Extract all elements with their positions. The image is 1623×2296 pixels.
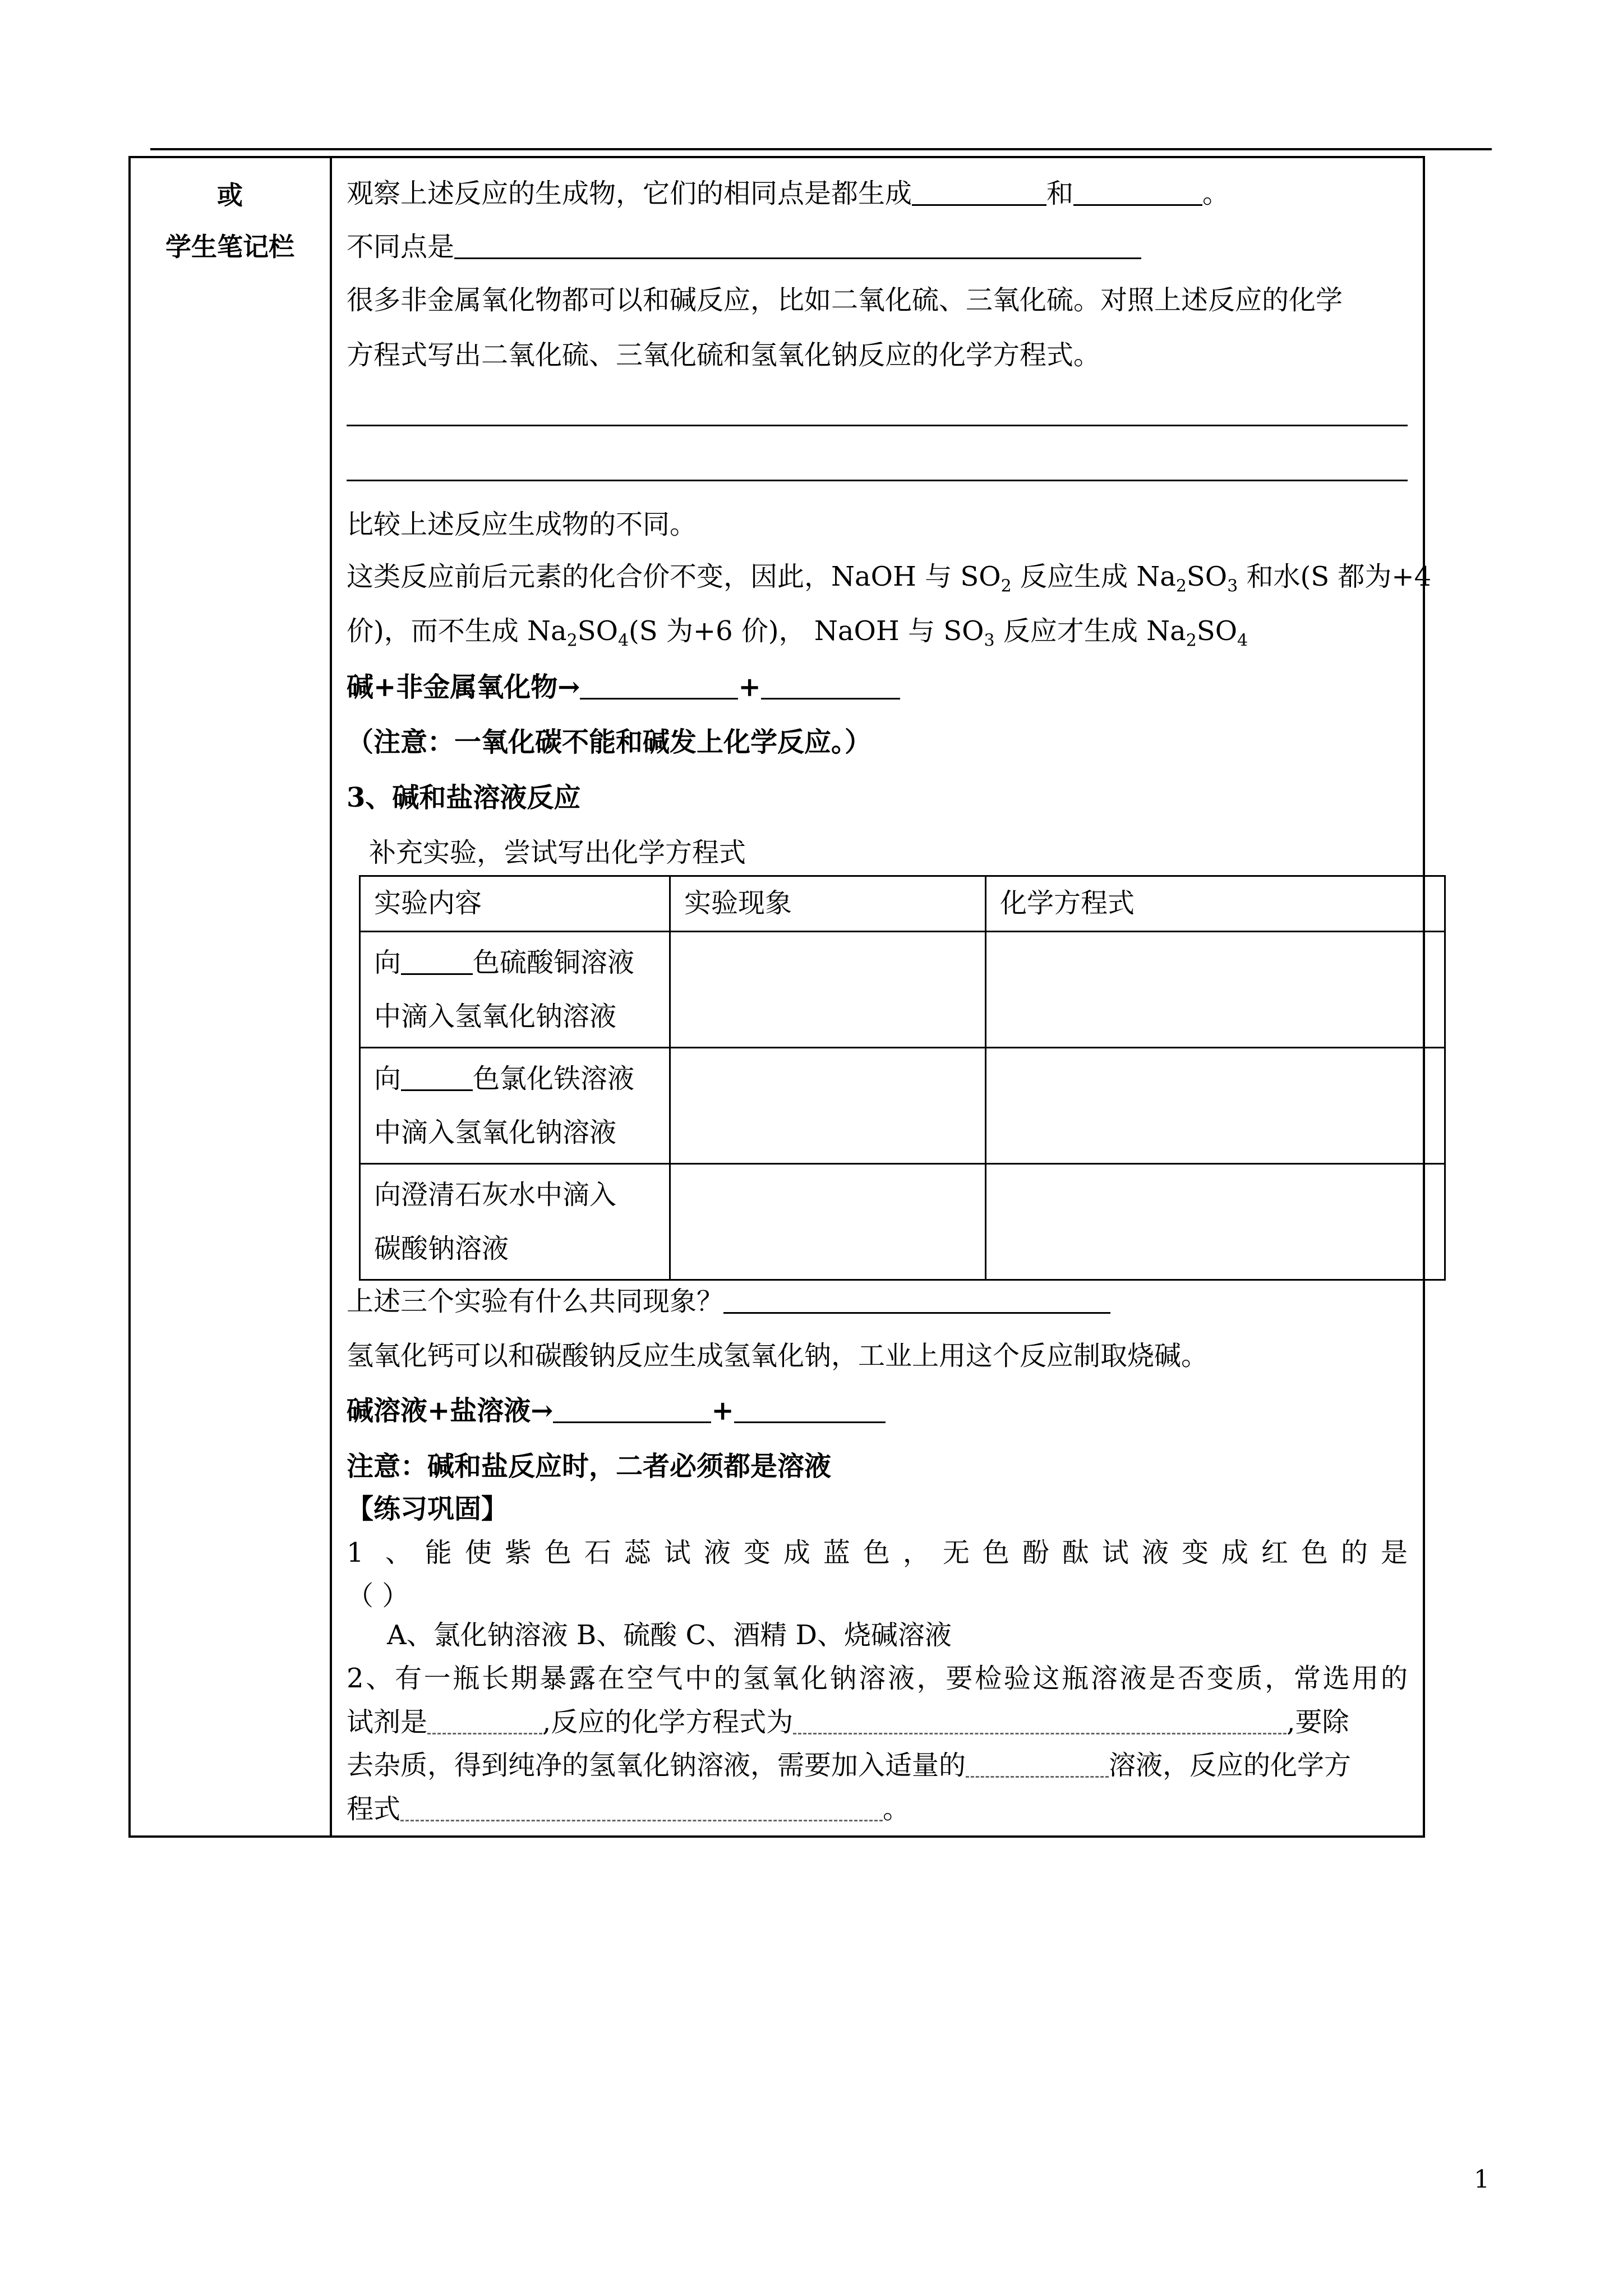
section-heading-3: 3、碱和盐溶液反应 bbox=[347, 782, 581, 813]
equation-cell[interactable] bbox=[986, 1048, 1445, 1164]
line-note-co: （注意：一氧化碳不能和碱发上化学反应。） bbox=[347, 726, 872, 758]
line-caustic-soda: 氢氧化钙可以和碳酸钠反应生成氢氧化钠，工业上用这个反应制取烧碱。 bbox=[347, 1340, 1209, 1372]
page-number: 1 bbox=[1474, 2165, 1490, 2194]
answer-blank[interactable] bbox=[401, 1067, 473, 1091]
question-2-line-1: 2、有一瓶长期暴露在空气中的氢氧化钠溶液，要检验这瓶溶液是否变质，常选用的 bbox=[347, 1663, 1408, 1694]
sidebar-line-1: 或 bbox=[217, 180, 243, 210]
text: 向 bbox=[374, 1063, 402, 1094]
answer-blank[interactable] bbox=[427, 1710, 542, 1734]
question-1-options: A、氯化钠溶液 B、硫酸 C、酒精 D、烧碱溶液 bbox=[387, 1619, 952, 1651]
section-practice: 【练习巩固】 bbox=[347, 1493, 509, 1525]
line-base-nonmetal-oxide bbox=[347, 670, 900, 704]
subscript: 4 bbox=[1237, 631, 1248, 651]
text: 价)，而不生成 Na bbox=[347, 615, 567, 647]
experiment-content-cell bbox=[360, 1048, 670, 1164]
experiment-content-cell bbox=[360, 1164, 670, 1280]
text: 这类反应前后元素的化合价不变，因此，NaOH 与 SO bbox=[347, 561, 1001, 592]
answer-blank[interactable] bbox=[966, 1754, 1109, 1778]
answer-blank[interactable] bbox=[912, 182, 1046, 206]
subscript: 4 bbox=[617, 631, 629, 651]
text: 碱溶液+盐溶液→ bbox=[347, 1395, 554, 1427]
subscript: 2 bbox=[1175, 576, 1187, 596]
text: 色氯化铁溶液 bbox=[473, 1063, 635, 1094]
answer-blank[interactable] bbox=[723, 1290, 1110, 1314]
text: 观察上述反应的生成物，它们的相同点是都生成 bbox=[347, 178, 912, 209]
text: 试剂是 bbox=[347, 1706, 428, 1738]
text: 向澄清石灰水中滴入 bbox=[374, 1179, 617, 1211]
text: 反应才生成 Na bbox=[994, 615, 1186, 647]
answer-blank[interactable] bbox=[793, 1710, 1287, 1734]
answer-blank[interactable] bbox=[1073, 182, 1202, 206]
line-same-point bbox=[347, 177, 1229, 210]
question-2-line-2 bbox=[347, 1705, 1349, 1739]
table-row bbox=[360, 1164, 1445, 1280]
answer-line-2[interactable] bbox=[347, 480, 1408, 481]
subscript: 2 bbox=[566, 631, 578, 651]
text: ,反应的化学方程式为 bbox=[542, 1706, 794, 1738]
subscript: 3 bbox=[984, 631, 995, 651]
phenomenon-cell[interactable] bbox=[670, 932, 986, 1048]
text: + bbox=[711, 1395, 734, 1427]
text: 碱+非金属氧化物→ bbox=[347, 671, 580, 703]
text: (S 为+6 价)， NaOH 与 SO bbox=[629, 615, 984, 647]
text: 去杂质，得到纯净的氢氧化钠溶液，需要加入适量的 bbox=[347, 1750, 966, 1781]
line-difference bbox=[347, 230, 1141, 264]
line-common-phenomenon bbox=[347, 1285, 1110, 1318]
subscript: 3 bbox=[1227, 576, 1238, 596]
table-row bbox=[360, 932, 1445, 1048]
question-1-paren: （ ） bbox=[347, 1580, 409, 1612]
line-base-salt bbox=[347, 1394, 886, 1428]
answer-blank[interactable] bbox=[553, 1399, 711, 1423]
answer-blank[interactable] bbox=[761, 675, 900, 700]
header-cell: 实验现象 bbox=[670, 876, 986, 932]
line-supplement: 补充实验，尝试写出化学方程式 bbox=[369, 837, 746, 868]
line-write-equation: 方程式写出二氧化硫、三氧化硫和氢氧化钠反应的化学方程式。 bbox=[347, 339, 1101, 371]
line-note-solution: 注意：碱和盐反应时，二者必须都是溶液 bbox=[347, 1451, 832, 1482]
subscript: 2 bbox=[1186, 631, 1197, 651]
answer-blank[interactable] bbox=[400, 1797, 883, 1821]
answer-blank[interactable] bbox=[580, 675, 738, 700]
text: 不同点是 bbox=[347, 231, 455, 263]
text: SO bbox=[1196, 615, 1238, 647]
text: 。 bbox=[883, 1793, 910, 1825]
text: 和 bbox=[1046, 178, 1074, 209]
line-compare: 比较上述反应生成物的不同。 bbox=[347, 509, 697, 540]
table-header-row bbox=[360, 876, 1445, 932]
text: + bbox=[738, 671, 761, 703]
text: 上述三个实验有什么共同现象？ bbox=[347, 1286, 724, 1317]
experiment-content-cell bbox=[360, 932, 670, 1048]
header-cell: 化学方程式 bbox=[986, 876, 1445, 932]
equation-cell[interactable] bbox=[986, 932, 1445, 1048]
header-cell: 实验内容 bbox=[360, 876, 670, 932]
header-rule bbox=[150, 148, 1492, 150]
text: 。 bbox=[1202, 178, 1230, 209]
line-valence-2 bbox=[347, 614, 1248, 658]
question-2-line-4 bbox=[347, 1792, 910, 1826]
line-valence-1 bbox=[347, 560, 1431, 604]
text: SO bbox=[577, 615, 618, 647]
text: 向 bbox=[374, 947, 402, 978]
subscript: 2 bbox=[1000, 576, 1012, 596]
text: SO bbox=[1186, 561, 1228, 592]
answer-blank[interactable] bbox=[401, 951, 473, 975]
text: 溶液，反应的化学方 bbox=[1109, 1750, 1352, 1781]
question-2-line-3 bbox=[347, 1749, 1351, 1782]
column-divider bbox=[330, 156, 332, 1838]
sidebar-line-2: 学生笔记栏 bbox=[165, 232, 294, 262]
question-1: 1 、能使紫色石蕊试液变成蓝色，无色酚酞试液变成红色的是 bbox=[347, 1537, 1408, 1568]
answer-blank[interactable] bbox=[734, 1399, 886, 1423]
text: 反应生成 Na bbox=[1011, 561, 1176, 592]
table-row bbox=[360, 1048, 1445, 1164]
phenomenon-cell[interactable] bbox=[670, 1164, 986, 1280]
text: 和水(S 都为+4 bbox=[1238, 561, 1432, 592]
text: 中滴入氢氧化钠溶液 bbox=[374, 1001, 617, 1032]
text: 碳酸钠溶液 bbox=[374, 1233, 509, 1264]
answer-blank[interactable] bbox=[454, 235, 1141, 259]
phenomenon-cell[interactable] bbox=[670, 1048, 986, 1164]
answer-line-1[interactable] bbox=[347, 425, 1408, 426]
text: 色硫酸铜溶液 bbox=[473, 947, 635, 978]
text: 中滴入氢氧化钠溶液 bbox=[374, 1117, 617, 1148]
line-nonmetal-intro: 很多非金属氧化物都可以和碱反应，比如二氧化硫、三氧化硫。对照上述反应的化学 bbox=[347, 284, 1343, 316]
equation-cell[interactable] bbox=[986, 1164, 1445, 1280]
experiment-table bbox=[359, 875, 1446, 1281]
text: ,要除 bbox=[1287, 1706, 1349, 1738]
text: 程式 bbox=[347, 1793, 401, 1825]
